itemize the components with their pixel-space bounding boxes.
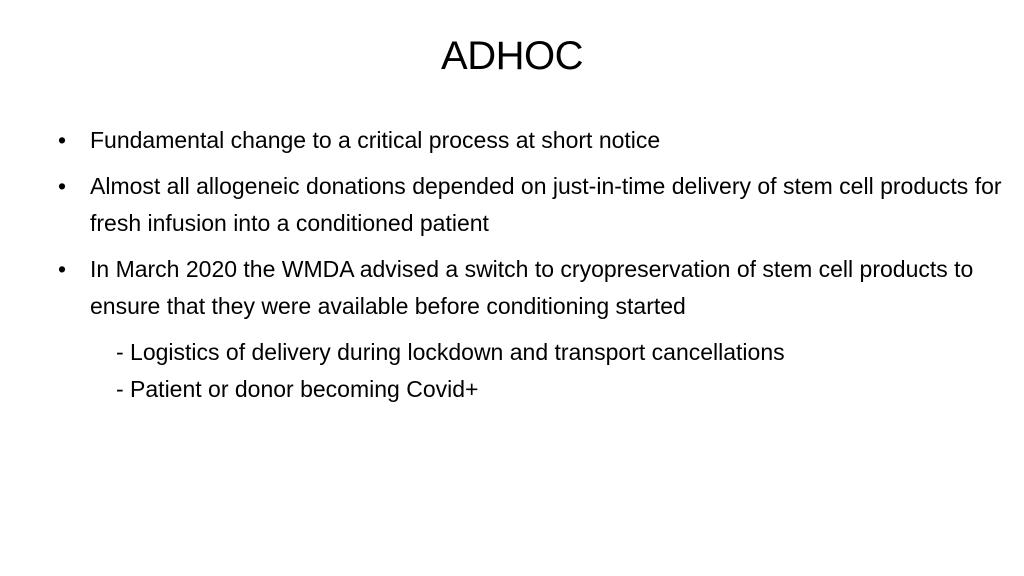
bullet-item — [58, 122, 1018, 159]
sub-list — [116, 334, 996, 408]
bullet-marker: • — [58, 256, 67, 282]
sub-item: - Logistics of delivery during lockdown and transport cancellations — [116, 339, 785, 365]
bullet-marker: • — [58, 127, 67, 153]
slide-title: ADHOC — [441, 34, 583, 78]
bullet-marker: • — [58, 173, 67, 199]
bullet-text: In March 2020 the WMDA advised a switch to cryopreservation of stem cell products to ensure that they were available before conditioning started — [90, 256, 974, 319]
bullet-text: Fundamental change to a critical process at short notice — [90, 127, 661, 153]
sub-item: - Patient or donor becoming Covid+ — [116, 376, 479, 402]
bullet-list — [58, 122, 1018, 334]
bullet-item — [58, 251, 1018, 325]
bullet-item — [58, 168, 1018, 242]
bullet-text: Almost all allogeneic donations depended on just-in-time delivery of stem cell products for fresh infusion into a conditioned patient — [90, 173, 1002, 236]
